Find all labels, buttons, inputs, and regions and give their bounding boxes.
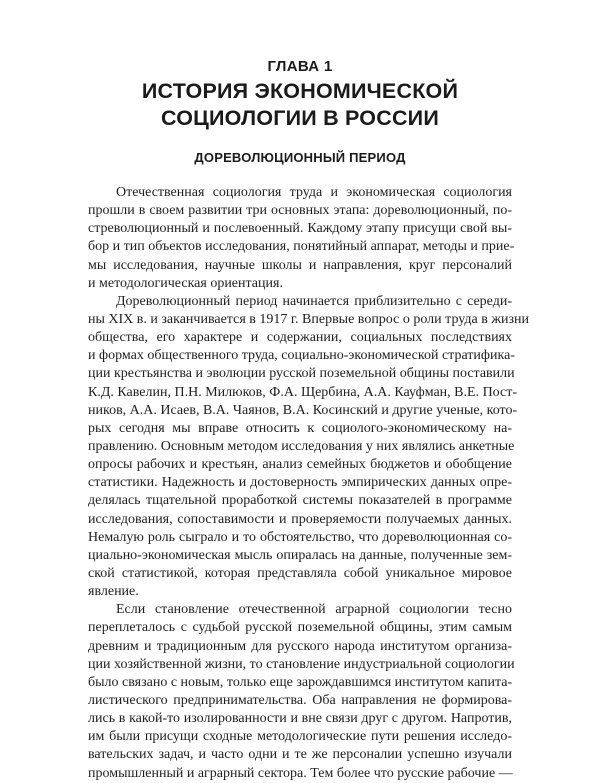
paragraph <box>88 601 515 782</box>
chapter-label: ГЛАВА 1 <box>267 58 333 75</box>
text-line: общества, его характере и содержании, социальных последствиях <box>88 330 512 346</box>
text-line: бор и тип объектов исследования, понятийный аппарат, методы и прие- <box>88 239 515 255</box>
chapter-title-line: ИСТОРИЯ ЭКОНОМИЧЕСКОЙ <box>141 79 459 103</box>
text-line: ны XIX в. и заканчивается в 1917 г. Впервые вопрос о роли труда в жизни <box>88 311 530 327</box>
body-text <box>88 184 530 783</box>
text-line: и формах общественного труда, социально-экономической стратифика- <box>88 348 515 364</box>
text-line: Немалую роль сыграло и то обстоятельство, что дореволюционная со- <box>88 529 512 545</box>
text-line: Если становление отечественной аграрной социологии тесно <box>116 602 512 618</box>
text-line: исследования, сопоставимости и проверяемости получаемых данных. <box>88 511 512 527</box>
text-line: К.Д. Кавелин, П.Н. Милюков, Ф.А. Щербина, А.А. Кауфман, В.Е. Пост- <box>88 384 518 400</box>
paragraph <box>88 293 530 601</box>
chapter-title-line: СОЦИОЛОГИИ В РОССИИ <box>161 106 439 130</box>
text-line: циально-экономическая мысль опиралась на данные, полученные зем- <box>88 547 512 563</box>
text-line: было связано с новым, только еще зарождавшимся институтом капита- <box>88 674 513 690</box>
text-line: правлению. Основным методом исследования у них являлись анкетные <box>88 438 515 454</box>
text-line: делялась тщательной проработкой системы показателей в программе <box>88 493 512 509</box>
text-line: Отечественная социология труда и экономическая социология <box>116 185 512 200</box>
chapter-title <box>0 78 600 132</box>
text-line: промышленный и аграрный сектора. Тем более что русские рабочие — <box>88 765 513 781</box>
text-line: опросы рабочих и крестьян, анализ семейных бюджетов и обобщение <box>88 457 512 473</box>
text-line: стреволюционный и послевоенный. Каждому этапу присущи свой вы- <box>88 221 512 237</box>
text-line: рых сегодня мы вправе относить к социолого-экономическому на- <box>88 420 512 436</box>
text-line: ции крестьянства и эволюции русской поземельной общины поставили <box>88 366 515 382</box>
text-line: ской статистикой, которая представляла собой уникальное мировое <box>88 565 512 581</box>
text-line: мы исследования, научные школы и направления, круг персоналий <box>88 257 512 273</box>
text-line: явление. <box>88 584 139 600</box>
paragraph <box>88 184 515 293</box>
text-line: им были присущи сходные методологические пути решения исследо- <box>88 729 512 745</box>
text-line: переплеталось с судьбой русской поземельной общины, этим самым <box>88 620 512 636</box>
text-line: листического предпринимательства. Оба направления не формирова- <box>88 692 512 708</box>
text-line: ции хозяйственной жизни, то становление индустриальной социологии <box>88 656 515 672</box>
text-line: вательских задач, и часто одни и те же персоналии успешно изучали <box>88 747 512 763</box>
text-line: статистики. Надежность и достоверность эмпирических данных опре- <box>88 475 512 491</box>
text-line: лись в какой-то изолированности и вне связи друг с другом. Напротив, <box>88 711 512 727</box>
text-line: Дореволюционный период начинается приблизительно с середи- <box>116 293 512 309</box>
text-line: прошли в своем развитии три основных этапа: дореволюционный, по- <box>88 203 512 219</box>
section-title: ДОРЕВОЛЮЦИОННЫЙ ПЕРИОД <box>194 150 406 165</box>
text-line: и методологическая ориентация. <box>88 275 283 291</box>
text-line: ников, А.А. Исаев, В.А. Чаянов, В.А. Косинский и другие ученые, кото- <box>88 402 518 418</box>
text-line: древним и традиционным для русского народа институтом организа- <box>88 638 512 654</box>
